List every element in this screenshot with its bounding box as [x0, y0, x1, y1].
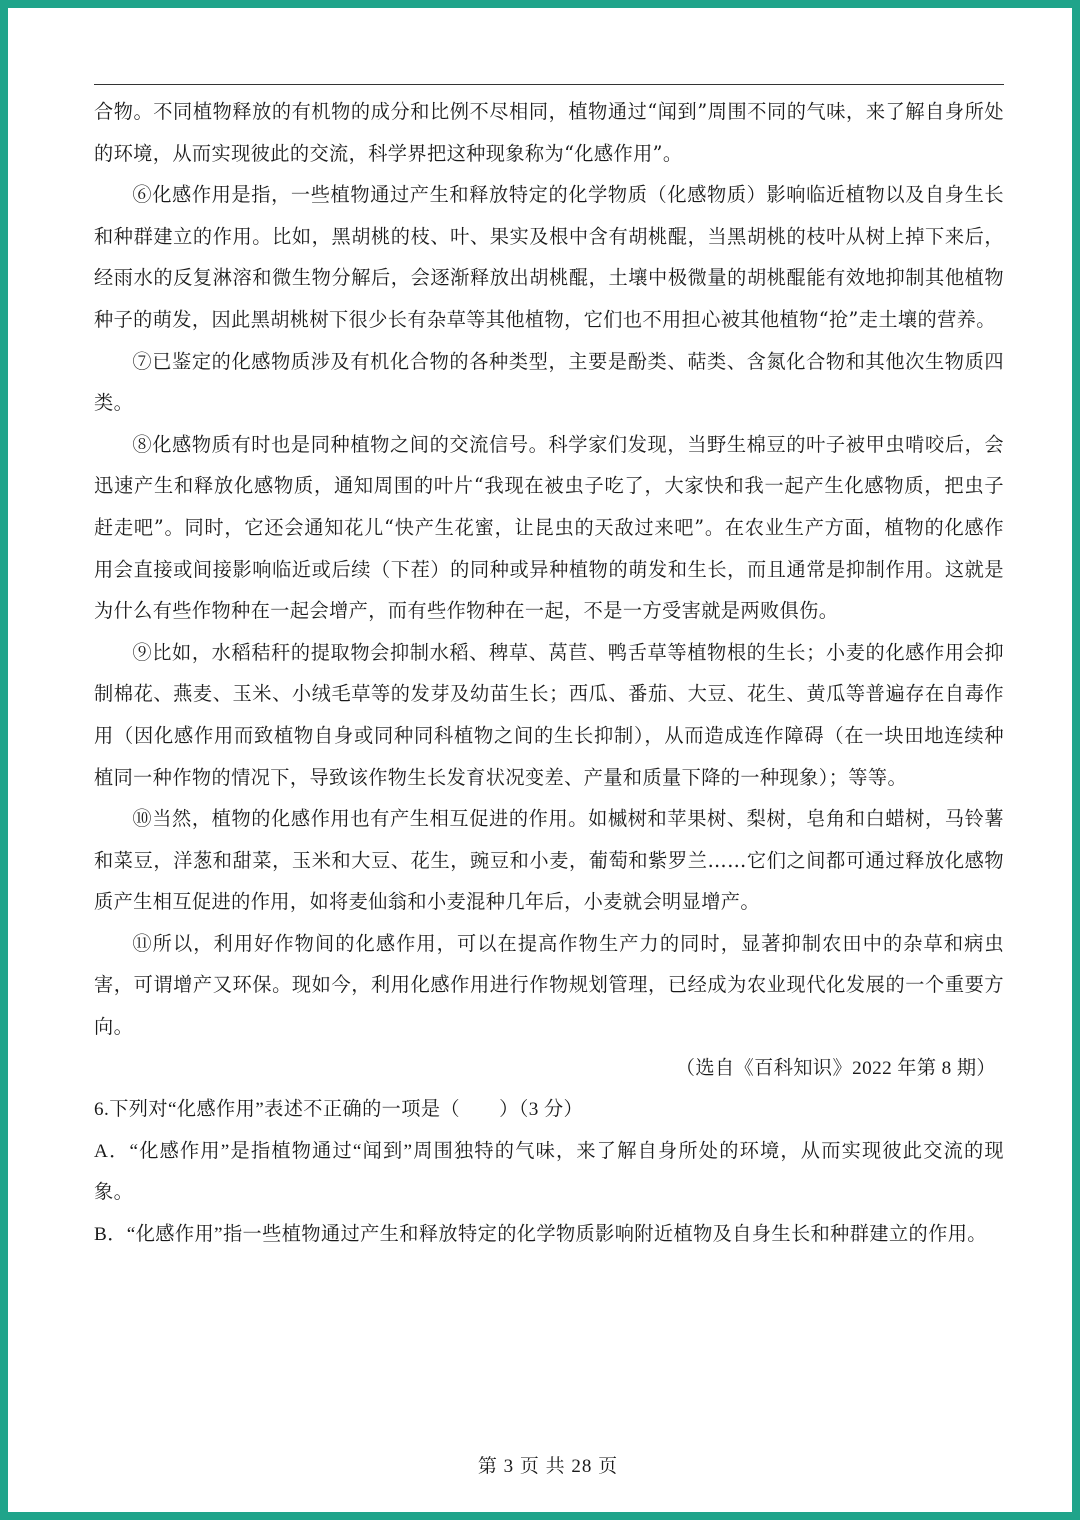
paragraph-7: ⑦已鉴定的化感物质涉及有机化合物的各种类型，主要是酚类、萜类、含氮化合物和其他次生物质四类。: [94, 349, 1004, 415]
question-stem: 6.下列对“化感作用”表述不正确的一项是（ ）（3 分）: [94, 1099, 584, 1121]
paragraph-10: ⑩当然，植物的化感作用也有产生相互促进的作用。如槭树和苹果树、梨树，皂角和白蜡树，马铃薯和菜豆，洋葱和甜菜，玉米和大豆、花生，豌豆和小麦，葡萄和紫罗兰……它们之间都可通过释放化感物质产生相互促进的作用，如将麦仙翁和小麦混种几年后，小麦就会明显增产。: [94, 807, 1004, 914]
page-number: 第 3 页 共 28 页: [477, 1456, 619, 1477]
paragraph-9: ⑨比如，水稻秸秆的提取物会抑制水稻、稗草、莴苣、鸭舌草等植物根的生长；小麦的化感作用会抑制棉花、燕麦、玉米、小绒毛草等的发芽及幼苗生长；西瓜、番茄、大豆、花生、黄瓜等普遍存在自毒作用（因化感作用而致植物自身或同种同科植物之间的生长抑制），从而造成连作障碍（在一块田地连续种植同一种作物的情况下，导致该作物生长发育状况变差、产量和质量下降的一种现象）；等等。: [94, 640, 1004, 789]
paragraph-6: ⑥化感作用是指，一些植物通过产生和释放特定的化学物质（化感物质）影响临近植物以及自身生长和种群建立的作用。比如，黑胡桃的枝、叶、果实及根中含有胡桃醌，当黑胡桃的枝叶从树上掉下来后，经雨水的反复淋溶和微生物分解后，会逐渐释放出胡桃醌，土壤中极微量的胡桃醌能有效地抑制其他植物种子的萌发，因此黑胡桃树下很少长有杂草等其他植物，它们也不用担心被其他植物“抢”走土壤的营养。: [94, 183, 1004, 331]
option-b: B．“化感作用”指一些植物通过产生和释放特定的化学物质影响附近植物及自身生长和种群建立的作用。: [94, 1224, 987, 1246]
option-a: A．“化感作用”是指植物通过“闻到”周围独特的气味，来了解自身所处的环境，从而实现彼此交流的现象。: [94, 1140, 1004, 1204]
paragraph-8: ⑧化感物质有时也是同种植物之间的交流信号。科学家们发现，当野生棉豆的叶子被甲虫啃咬后，会迅速产生和释放化感物质，通知周围的叶片“我现在被虫子吃了，大家快和我一起产生化感物质，把虫子赶走吧”。同时，它还会通知花儿“快产生花蜜，让昆虫的天敌过来吧”。在农业生产方面，植物的化感作用会直接或间接影响临近或后续（下茬）的同种或异种植物的萌发和生长，而且通常是抑制作用。这就是为什么有些作物种在一起会增产，而有些作物种在一起，不是一方受害就是两败俱伤。: [94, 432, 1004, 623]
paragraph-11: ⑪所以，利用好作物间的化感作用，可以在提高作物生产力的同时，显著抑制农田中的杂草和病虫害，可谓增产又环保。现如今，利用化感作用进行作物规划管理，已经成为农业现代化发展的一个重要方向。: [94, 931, 1004, 1039]
document-body: [94, 91, 1004, 1256]
header-rule: [94, 84, 1004, 85]
source-citation: （选自《百科知识》2022 年第 8 期）: [675, 1057, 996, 1079]
paragraph-continued: 合物。不同植物释放的有机物的成分和比例不尽相同，植物通过“闻到”周围不同的气味，来了解自身所处的环境，从而实现彼此的交流，科学界把这种现象称为“化感作用”。: [94, 100, 1004, 165]
